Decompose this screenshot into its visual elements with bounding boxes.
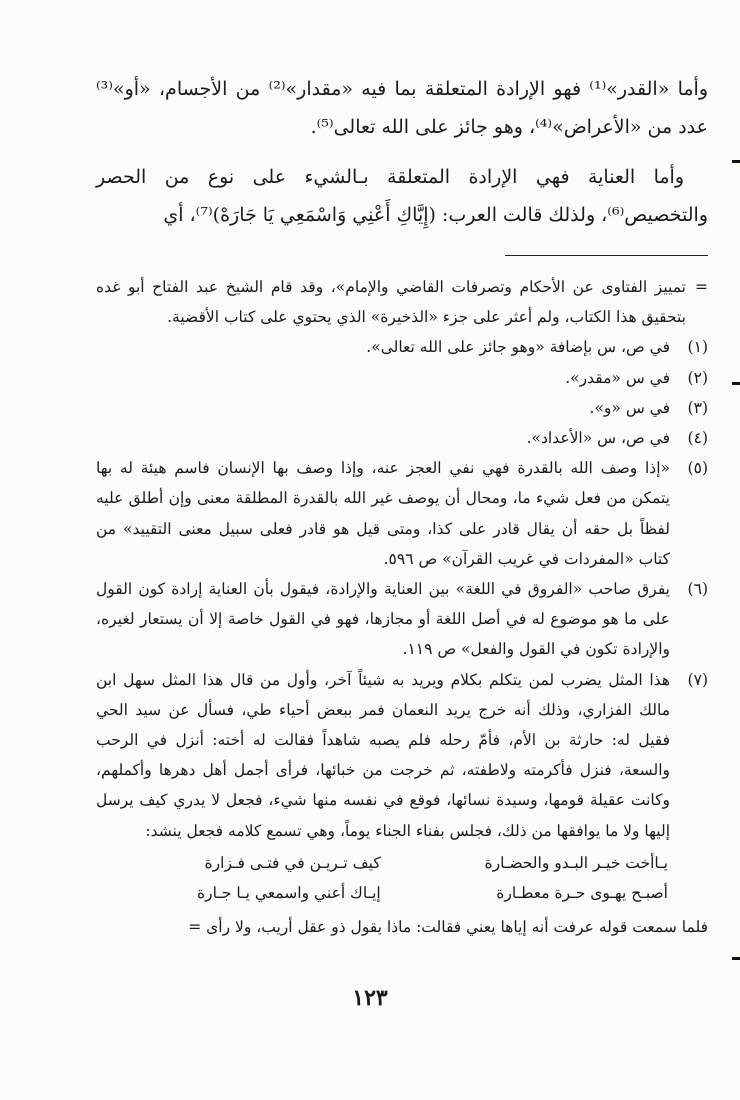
footnote-last-line xyxy=(96,912,708,942)
footnote xyxy=(96,393,708,423)
footnote xyxy=(96,665,708,846)
footnote-number: (٥) xyxy=(687,459,708,478)
main-paragraph: وأما العناية فهي الإرادة المتعلقة بـالشيء على نوع من الحصر والتخصيص⁽⁶⁾، ولذلك قالت العرب: (إِيَّاكِ أَعْنِي وَاسْمَعِي يَا جَارَهْ)⁽⁷⁾، أي xyxy=(96,166,708,226)
scan-mark xyxy=(732,160,740,163)
footnote xyxy=(96,332,708,362)
poem-verse xyxy=(136,878,668,908)
footnotes xyxy=(96,272,708,958)
poem-hemistich: يـاأخت خيـر البـدو والحضـارة xyxy=(484,853,668,872)
footnote xyxy=(96,453,708,574)
footnote-number: (٦) xyxy=(687,580,708,599)
footnote-number: (١) xyxy=(687,338,708,357)
page-number: ١٢٣ xyxy=(352,985,388,1011)
poem-verse xyxy=(136,848,668,878)
footnote-text: «إذا وصف الله بالقدرة فهي نفي العجز عنه، وإذا وصف بها الإنسان فاسم هيئة له بها يتمكن من فعل شيء ما، ومحال أن يوصف غير الله بالقدرة المطلقة معنى وإن أطلق عليه لفظاً بل حقه أن يقال قادر على كذا، ومتى قيل هو قادر فعلى سبيل معنى التقييد» من كتاب «المفردات في غريب القرآن» ص ٥٩٦. xyxy=(96,459,670,568)
footnote xyxy=(96,423,708,453)
footnote-text: في ص، س «الأعداد». xyxy=(526,429,670,448)
footnote-number: (٧) xyxy=(687,670,708,689)
footnote-text: في س «و». xyxy=(589,398,670,417)
scan-mark xyxy=(732,382,740,385)
continuation-marker: = xyxy=(188,918,202,937)
footnote-text: في س «مقدر». xyxy=(565,368,670,387)
poem-hemistich: إيـاك أعني واسمعي يـا جـارة xyxy=(197,884,381,903)
footnote xyxy=(96,363,708,393)
footnote-text: تمييز الفتاوى عن الأحكام وتصرفات القاضي والإمام»، وقد قام الشيخ عبد الفتاح أبو غده بتحقيق هذا الكتاب، ولم أعثر على جزء «الذخيرة» الذي يحتوي على كتاب الأقضية. xyxy=(96,278,686,327)
scan-mark xyxy=(732,957,740,960)
footnote-number: (٤) xyxy=(687,429,708,448)
footnote-text: فلما سمعت قوله عرفت أنه إياها يعني فقالت: ماذا يقول ذو عقل أريب، ولا رأى xyxy=(206,918,708,937)
footnote-number: (٢) xyxy=(687,368,708,387)
main-text xyxy=(96,70,708,234)
poem-hemistich: كيف تـريـن في فتـى فـزارة xyxy=(204,853,381,872)
footnote xyxy=(96,574,708,665)
footnote-separator xyxy=(505,255,708,256)
footnote-text: يفرق صاحب «الفروق في اللغة» بين العناية والإرادة، فيقول بأن العناية إرادة كون القول على ما هو موضوع له في أصل اللغة أو مجازها، فهو في القول خاصة إلا أن يستعار لغيره، والإرادة تكون في القول والفعل» ص ١١٩. xyxy=(96,580,670,659)
footnote-text: في ص، س بإضافة «وهو جائز على الله تعالى». xyxy=(366,338,670,357)
main-paragraph: وأما «القدر»⁽¹⁾ فهو الإرادة المتعلقة بما فيه «مقدار»⁽²⁾ من الأجسام، «أو»⁽³⁾ عدد من «الأعراض»⁽⁴⁾، وهو جائز على الله تعالى⁽⁵⁾. xyxy=(96,78,709,138)
footnote-number: (٣) xyxy=(687,398,708,417)
footnote-continuation xyxy=(96,272,708,332)
poem xyxy=(96,848,708,908)
footnote-text: هذا المثل يضرب لمن يتكلم بكلام ويريد به شيئاً آخر، وأول من قال هذا المثل سهل ابن مالك الفزاري، وذلك أنه خرج يريد النعمان فمر ببعض أحياء طي، فسأل عن سيد الحي فقيل له: حارثة بن الأم، فأمّ رحله فلم يصبه شاهداً فقالت له أخته: أنزل في الرحب والسعة، فنزل فأكرمته ولاطفته، ثم خرجت من خبائها، فرأى أجمل أهل دهرها وأكملهم، وكانت عقيلة قومها، وسيدة نسائها، فوقع في نفسه منها شيء، فجعل لا يدري كيف يرسل إليها ولا ما يوافقها من ذلك، فجلس بفناء الجناء يوماً، وهي تسمع كلامه فجعل ينشد: xyxy=(96,670,670,840)
continuation-marker: = xyxy=(695,278,708,296)
poem-hemistich: أصبـح يهـوى حـرة معطـارة xyxy=(496,884,668,903)
